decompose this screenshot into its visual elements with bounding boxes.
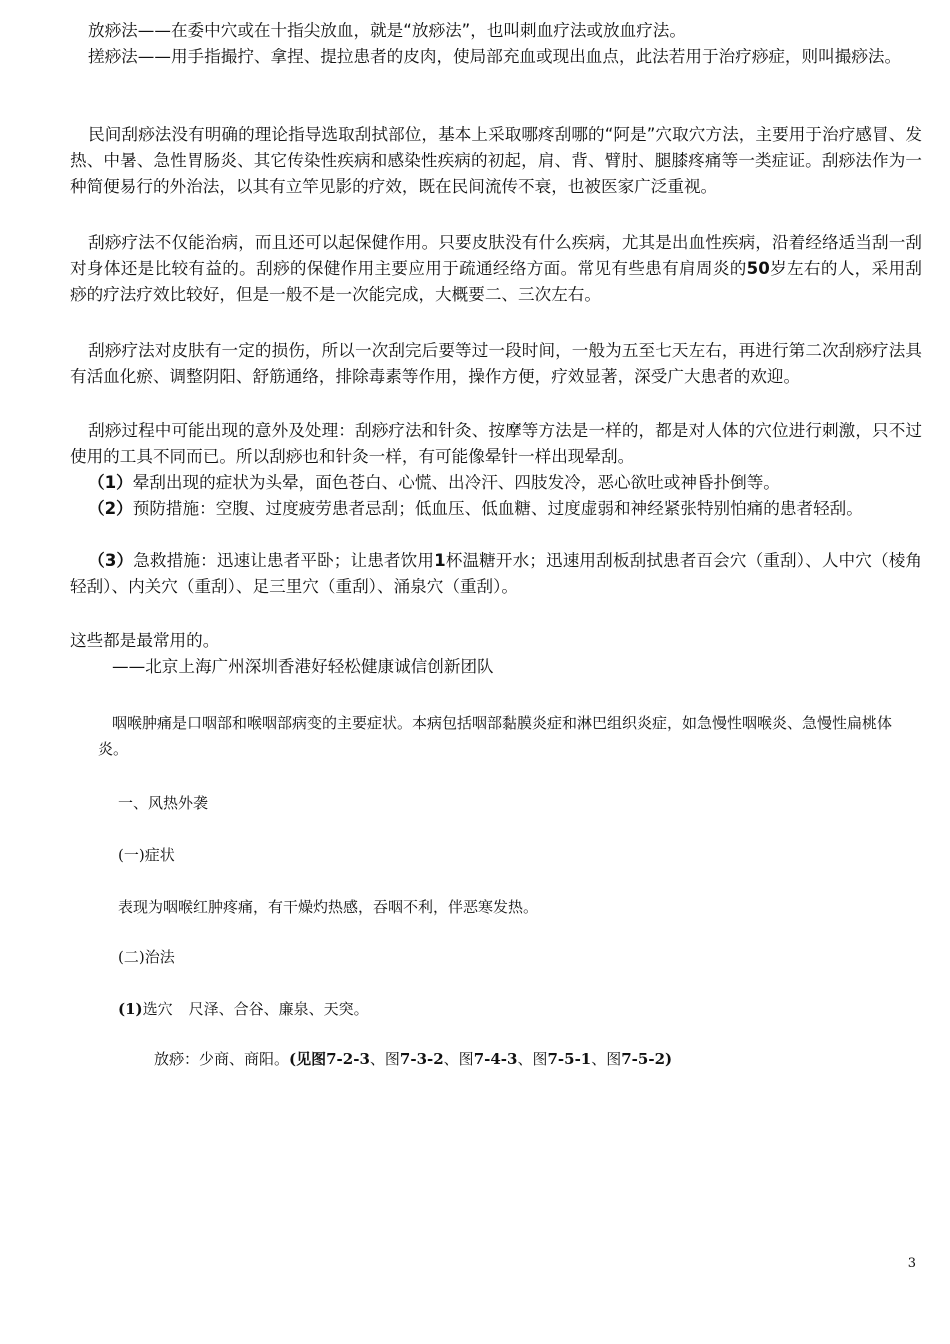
- list-item-3: （3）急救措施：迅速让患者平卧；让患者饮用1杯温糖开水；迅速用刮板刮拭患者百会穴（重刮）、人中穴（棱角轻刮）、内关穴（重刮）、足三里穴（重刮）、涌泉穴（重刮）。: [70, 551, 923, 596]
- paragraph-baojian: 刮痧疗法不仅能治病，而且还可以起保健作用。只要皮肤没有什么疾病，尤其是出血性疾病，沿着经络适当刮一刮对身体还是比较有益的。刮痧的保健作用主要应用于疏通经络方面。常见有些患有肩周炎的50岁左右的人，采用刮痧的疗法疗效比较好，但是一般不是一次能完成，大概要二、三次左右。: [70, 233, 922, 304]
- acupoint-selection: (1)选穴 尺泽、合谷、廉泉、天突。: [118, 1000, 369, 1018]
- paragraph-minjian: 民间刮痧法没有明确的理论指导选取刮拭部位，基本上采取哪疼刮哪的“阿是”穴取穴方法，主要用于治疗感冒、发热、中暑、急性胃肠炎、其它传染性疾病和感染性疾病的初起，肩、背、臂肘、腿膝疼痛等一类症证。刮痧法作为一种简便易行的外治法，以其有立竿见影的疗效，既在民间流传不衰，也被医家广泛重视。: [70, 125, 922, 196]
- subheading-treatment: (二)治法: [118, 948, 175, 966]
- page-number: 3: [907, 1256, 916, 1271]
- section-heading-fengre: 一、风热外袭: [118, 794, 209, 812]
- subheading-symptom: (一)症状: [118, 846, 175, 864]
- paragraph-cuosha: 搓痧法——用手指撮拧、拿捏、提拉患者的皮肉，使局部充血或现出血点，此法若用于治疗痧症，则叫撮痧法。: [88, 47, 902, 66]
- intro-paragraph: 咽喉肿痛是口咽部和喉咽部病变的主要症状。本病包括咽部黏膜炎症和淋巴组织炎症，如急慢性咽喉炎、急慢性扁桃体炎。: [98, 714, 893, 758]
- symptom-text: 表现为咽喉红肿疼痛，有干燥灼热感，吞咽不利，伴恶寒发热。: [118, 898, 539, 916]
- signature-line: ——北京上海广州深圳香港好轻松健康诚信创新团队: [112, 657, 494, 676]
- list-item-2: （2）预防措施：空腹、过度疲劳患者忌刮；低血压、低血糖、过度虚弱和神经紧张特别怕痛的患者轻刮。: [88, 499, 863, 518]
- list-item-1: （1）晕刮出现的症状为头晕，面色苍白、心慌、出冷汗、四肢发冷，恶心欲吐或神昏扑倒等。: [88, 473, 780, 492]
- age-number: 50: [746, 259, 770, 278]
- paragraph-yiwai: 刮痧过程中可能出现的意外及处理：刮痧疗法和针灸、按摩等方法是一样的，都是对人体的穴位进行刺激，只不过使用的工具不同而已。所以刮痧也和针灸一样，有可能像晕针一样出现晕刮。: [70, 421, 922, 466]
- closing-line: 这些都是最常用的。: [70, 631, 220, 650]
- paragraph-fangsha: 放痧法——在委中穴或在十指尖放血，就是“放痧法”，也叫刺血疗法或放血疗法。: [88, 21, 686, 40]
- fangsha-points: 放痧：少商、商阳。(见图7-2-3、图7-3-2、图7-4-3、图7-5-1、图7-5-2): [154, 1050, 673, 1068]
- paragraph-sunshang: 刮痧疗法对皮肤有一定的损伤，所以一次刮完后要等过一段时间，一般为五至七天左右，再进行第二次刮痧疗法具有活血化瘀、调整阴阳、舒筋通络，排除毒素等作用，操作方便，疗效显著，深受广大患者的欢迎。: [70, 341, 922, 386]
